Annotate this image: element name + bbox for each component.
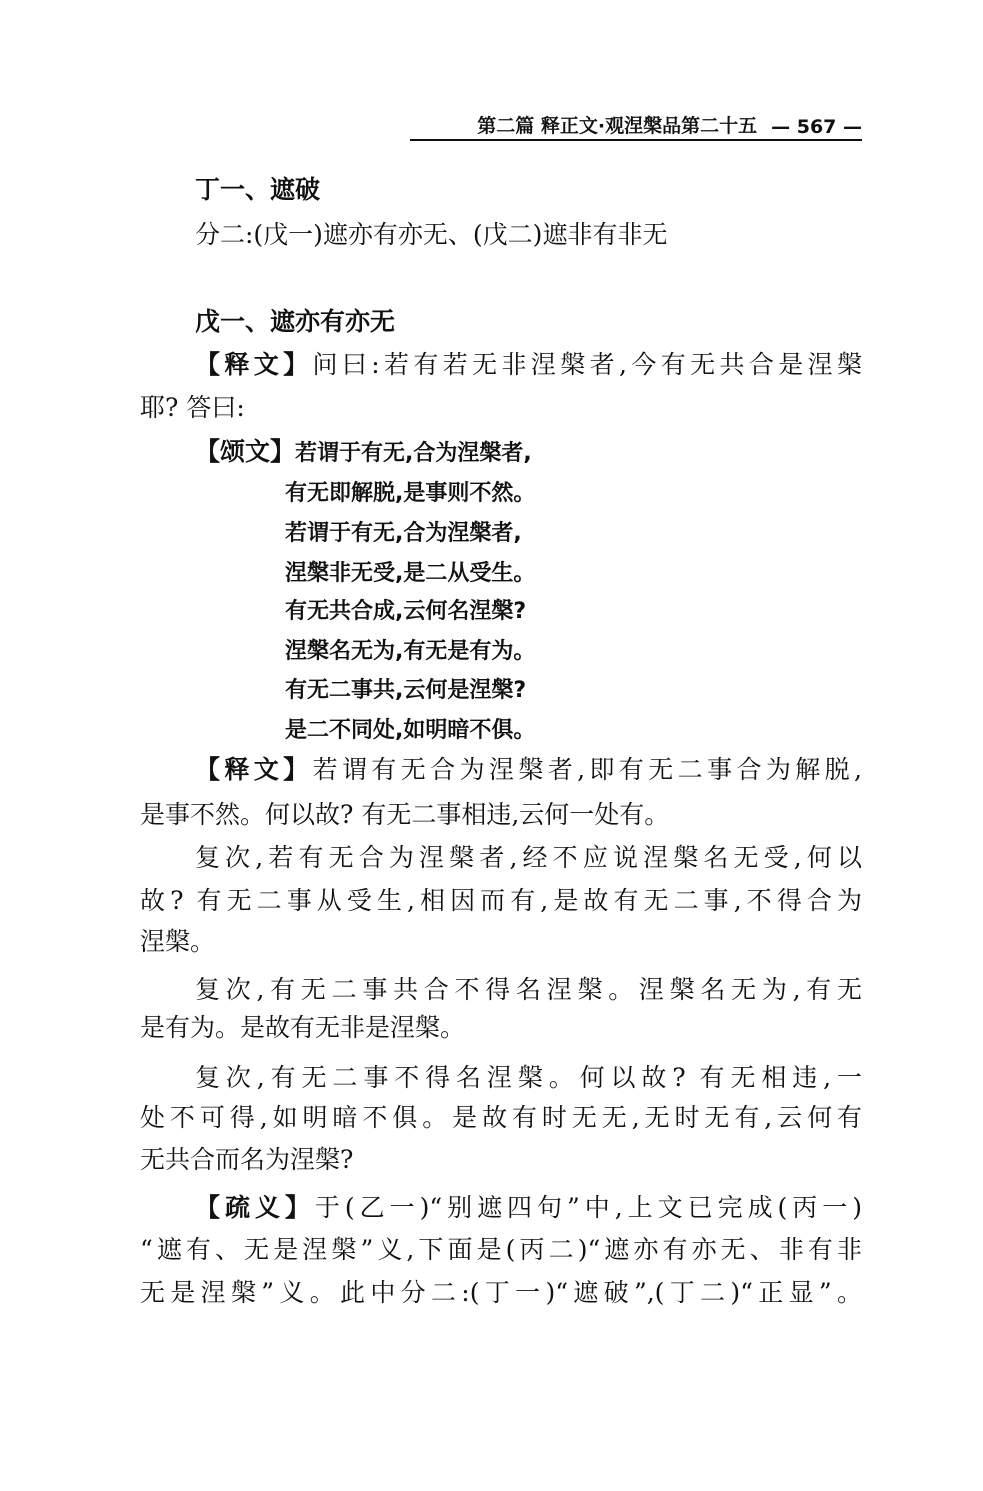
verse-text: 涅槃非无受,是二从受生。 [285,561,536,586]
text-line [285,476,535,510]
text-line [195,754,862,786]
text-line [285,634,535,668]
line-text: 问曰:若有若无非涅槃者,今有无共合是涅槃 [312,350,862,379]
section-label: 【颂文】 [195,437,296,466]
line-text: 于(乙一)“别遮四句”中,上文已完成(丙一) [314,1193,862,1222]
text-line [285,673,526,707]
line-text: 涅槃。 [140,927,216,956]
running-title: 第二篇 释正文·观涅槃品第二十五 [477,115,758,137]
section-heading-ding-yi: 丁一、遮破 [195,175,321,204]
verse-text: 若谓于有无,合为涅槃者, [285,521,522,546]
text-line [285,516,522,550]
text-line [195,1062,862,1094]
text-line [140,1277,862,1309]
text-line [285,556,535,590]
running-header [410,110,862,141]
section-label: 【释文】 [195,350,313,379]
text-line [140,1012,465,1044]
text-line [195,842,862,874]
line-text: 无是涅槃”义。此中分二:(丁一)“遮破”,(丁二)“正显”。 [140,1278,862,1307]
section-label: 【释文】 [195,755,313,784]
text-line [140,1144,353,1176]
text-line [195,436,532,470]
verse-text: 涅槃名无为,有无是有为。 [285,639,536,664]
section-label: 【疏义】 [195,1193,315,1222]
verse-text: 有无即解脱,是事则不然。 [285,481,536,506]
line-text: 是有为。是故有无非是涅槃。 [140,1013,466,1042]
text-line [195,1192,862,1224]
line-text: 无共合而名为涅槃? [140,1145,354,1174]
text-line [140,1234,862,1266]
verse-text: 有无二事共,云何是涅槃? [285,678,527,703]
section-heading-wu-yi: 戊一、遮亦有亦无 [195,307,396,336]
text-line [140,885,862,917]
text-line [195,349,862,381]
line-text: 复次,有无二事共合不得名涅槃。涅槃名无为,有无 [195,975,862,1004]
line-text: 故? 有无二事从受生,相因而有,是故有无二事,不得合为 [140,886,862,915]
verse-text: 是二不同处,如明暗不俱。 [285,718,536,743]
text-line [195,974,862,1006]
line-text: 是事不然。何以故? 有无二事相违,云何一处有。 [140,800,670,829]
text-line [285,713,535,747]
line-text: 若谓有无合为涅槃者,即有无二事合为解脱, [312,755,862,784]
verse-text: 有无共合成,云何名涅槃? [285,599,527,624]
verse-text: 若谓于有无,合为涅槃者, [295,441,532,466]
text-line [140,392,245,424]
line-text: 处不可得,如明暗不俱。是故有时无无,无时无有,云何有 [140,1103,862,1132]
text-line [140,799,669,831]
page-number: — 567 — [771,116,862,138]
text-line [285,594,526,628]
text-line [140,926,215,958]
line-text: 耶? 答曰: [140,393,245,422]
section-division: 分二:(戊一)遮亦有亦无、(戊二)遮非有非无 [195,220,668,249]
line-text: 复次,若有无合为涅槃者,经不应说涅槃名无受,何以 [195,843,862,872]
line-text: “遮有、无是涅槃”义,下面是(丙二)“遮亦有亦无、非有非 [140,1235,862,1264]
line-text: 复次,有无二事不得名涅槃。何以故? 有无相违,一 [195,1063,862,1092]
text-line [140,1102,862,1134]
